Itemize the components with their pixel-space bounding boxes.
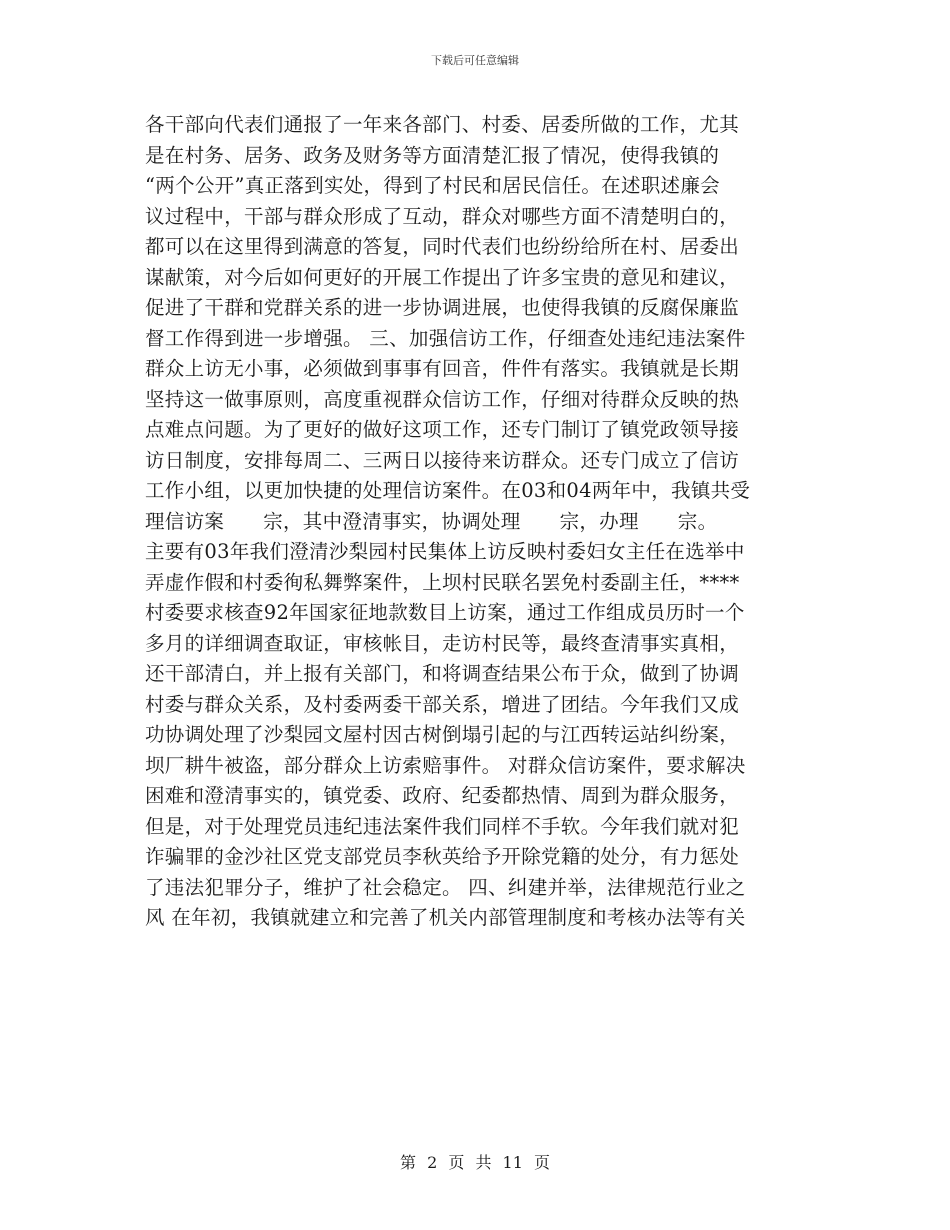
body-line: 都可以在这里得到满意的答复，同时代表们也纷纷给所在村、居委出 bbox=[145, 235, 740, 258]
body-line: 功协调处理了沙梨园文屋村因古树倒塌引起的与江西转运站纠纷案， bbox=[145, 723, 740, 746]
body-line: 议过程中，干部与群众形成了互动，群众对哪些方面不清楚明白的， bbox=[145, 204, 740, 228]
body-line: 是在村务、居务、政务及财务等方面清楚汇报了情况，使得我镇的 bbox=[145, 143, 720, 167]
body-line: 还干部清白，并上报有关部门，和将调查结果公布于众，做到了协调 bbox=[145, 662, 740, 685]
body-line: 多月的详细调查取证，审核帐目，走访村民等，最终查清事实真相， bbox=[145, 631, 740, 655]
document-body bbox=[145, 110, 825, 934]
body-line: 促进了干群和党群关系的进一步协调进展，也使得我镇的反腐保廉监 bbox=[145, 296, 740, 319]
body-line: 谋献策，对今后如何更好的开展工作提出了许多宝贵的意见和建议， bbox=[145, 265, 740, 289]
body-line: 弄虚作假和村委徇私舞弊案件，上坝村民联名罢免村委副主任，**** bbox=[145, 570, 740, 594]
body-line: 坚持这一做事原则，高度重视群众信访工作，仔细对待群众反映的热 bbox=[145, 387, 740, 411]
body-line: 各干部向代表们通报了一年来各部门、村委、居委所做的工作，尤其 bbox=[145, 113, 740, 136]
body-line: 坝厂耕牛被盗，部分群众上访索赔事件。 对群众信访案件，要求解决 bbox=[145, 753, 746, 777]
body-line: 主要有03年我们澄清沙梨园村民集体上访反映村委妇女主任在选举中 bbox=[145, 540, 745, 563]
body-line: 困难和澄清事实的，镇党委、政府、纪委都热情、周到为群众服务， bbox=[145, 784, 740, 807]
body-line: 点难点问题。为了更好的做好这项工作，还专门制订了镇党政领导接 bbox=[145, 418, 740, 441]
body-line: 风 在年初，我镇就建立和完善了机关内部管理制度和考核办法等有关 bbox=[145, 906, 746, 929]
body-line: 工作小组，以更加快捷的处理信访案件。在03和04两年中，我镇共受 bbox=[145, 479, 751, 502]
body-line: 村委与群众关系，及村委两委干部关系，增进了团结。今年我们又成 bbox=[145, 692, 740, 716]
body-line: 但是，对于处理党员违纪违法案件我们同样不手软。今年我们就对犯 bbox=[145, 814, 740, 838]
body-line: 理信访案 宗，其中澄清事实，协调处理 宗，办理 宗。 bbox=[145, 509, 718, 533]
body-line: 诈骗罪的金沙社区党支部党员李秋英给予开除党籍的处分，有力惩处 bbox=[145, 845, 740, 868]
body-line: 群众上访无小事，必须做到事事有回音，件件有落实。我镇就是长期 bbox=[145, 357, 740, 380]
page-header-note: 下载后可任意编辑 bbox=[431, 54, 519, 67]
body-line: 了违法犯罪分子，维护了社会稳定。 四、纠建并举，法律规范行业之 bbox=[145, 875, 746, 899]
body-line: “两个公开”真正落到实处，得到了村民和居民信任。在述职述廉会 bbox=[145, 174, 720, 197]
body-line: 访日制度，安排每周二、三两日以接待来访群众。还专门成立了信访 bbox=[145, 448, 740, 472]
body-line: 督工作得到进一步增强。 三、加强信访工作，仔细查处违纪违法案件 bbox=[145, 326, 746, 350]
body-line: 村委要求核查92年国家征地款数目上访案，通过工作组成员历时一个 bbox=[145, 601, 745, 624]
page-number: 第 2 页 共 11 页 bbox=[400, 1153, 550, 1172]
